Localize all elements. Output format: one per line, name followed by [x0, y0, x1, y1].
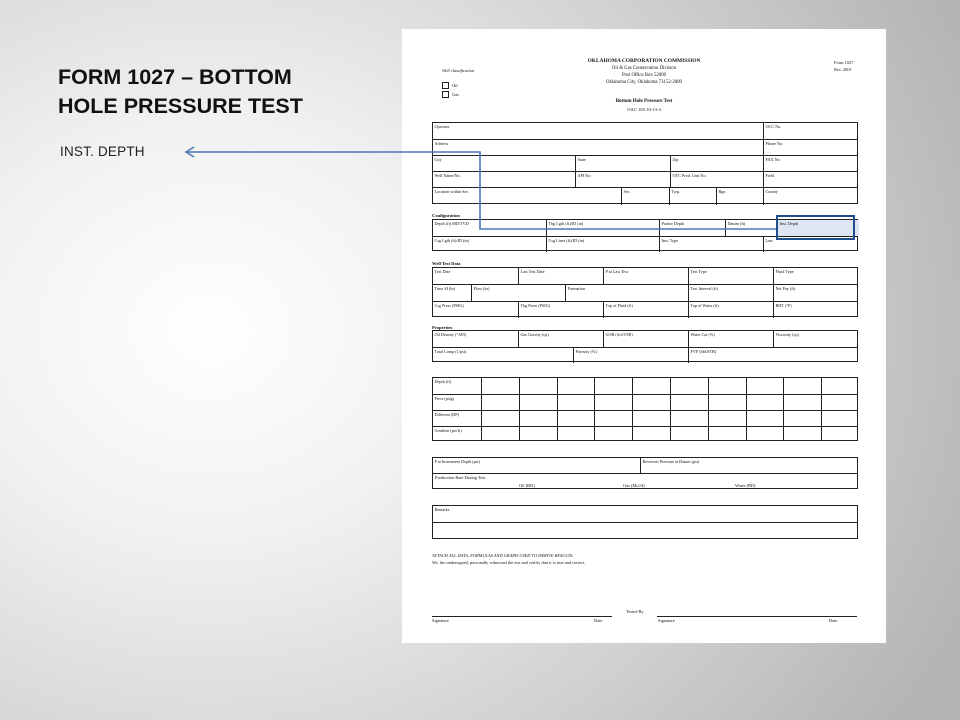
well-test-section-label: Well Test Data — [432, 261, 461, 266]
formation-label: Formation — [567, 286, 585, 291]
form-title: Bottom Hole Pressure Test — [615, 99, 673, 104]
inst-depth-highlight-box — [776, 215, 855, 240]
inst-type-label: Inst. Type — [661, 238, 679, 243]
date-label-right: Date — [829, 618, 838, 623]
fax-label: FAX No. — [765, 157, 781, 162]
remarks-field[interactable] — [433, 506, 859, 522]
gradient-column-divider — [670, 378, 671, 440]
certify-statement: We, the undersigned, personally witnessed the test and certify that it is true and correct. — [432, 560, 586, 565]
gas-checkbox[interactable] — [442, 91, 449, 98]
inst-depth-callout-label: INST. DEPTH — [60, 144, 145, 159]
callout-arrowhead — [186, 147, 194, 157]
csg-liner-label: Csg Liner (ft)/ID (in) — [548, 238, 585, 243]
pressure-production-grid — [432, 457, 858, 489]
water-cut-field[interactable] — [688, 331, 773, 347]
test-type-label: Test Type — [690, 269, 707, 274]
test-date-field[interactable] — [433, 268, 518, 284]
gas-gravity-label: Gas Gravity (cp) — [520, 332, 549, 337]
test-date-label: Test Date — [434, 269, 451, 274]
csg-lgth-field[interactable] — [433, 237, 546, 252]
csg-press-field[interactable] — [433, 302, 518, 318]
field-field[interactable] — [763, 172, 859, 187]
gradient-press-label — [433, 395, 481, 410]
gradient-different-label — [433, 411, 481, 426]
fax-field[interactable] — [763, 156, 859, 171]
field-label: Field — [765, 173, 775, 178]
rge-field[interactable] — [716, 188, 763, 205]
zip-field[interactable] — [670, 156, 763, 171]
slide-title — [58, 63, 358, 121]
operator-label: Operator — [434, 124, 450, 129]
otc-field[interactable] — [670, 172, 763, 187]
thg-press-field[interactable] — [518, 302, 603, 318]
fluid-type-field[interactable] — [773, 268, 859, 284]
p-inst-depth-field[interactable] — [433, 458, 640, 473]
rge-label: Rge. — [718, 189, 727, 194]
test-type-field[interactable] — [688, 268, 773, 284]
slide-title-line1: FORM 1027 – BOTTOM — [58, 65, 292, 89]
depth-md-tvd-label: Depth (ft) MD/TVD — [434, 221, 469, 226]
configuration-section-label: Configuration — [432, 213, 460, 218]
fvf-label: FVF (bbl/STB) — [690, 349, 717, 354]
remarks-grid — [432, 505, 858, 539]
top-water-label: Top of Water (ft) — [690, 303, 719, 308]
depth-md-tvd-field[interactable] — [433, 220, 546, 236]
gradient-gradient-text: Gradient (psi/ft) — [434, 428, 462, 433]
water-bd-label: Water (BD) — [735, 483, 756, 488]
datum-label: Datum (ft) — [727, 221, 746, 226]
flow-field[interactable] — [471, 285, 565, 301]
well-name-label: Well Name/No. — [434, 173, 461, 178]
inst-depth-label: Inst. Depth — [779, 221, 799, 226]
gas-gravity-field[interactable] — [518, 331, 603, 347]
last-test-date-field[interactable] — [518, 268, 603, 284]
p-last-test-field[interactable] — [603, 268, 688, 284]
remarks-label: Remarks — [434, 507, 450, 512]
api-label: API No. — [577, 173, 592, 178]
gradient-column-divider — [481, 378, 482, 440]
twp-label: Twp. — [671, 189, 680, 194]
formation-field[interactable] — [565, 285, 688, 301]
tbg-lgth-label: Tbg Lgth (ft)/ID (in) — [548, 221, 584, 226]
fvf-field[interactable] — [688, 348, 859, 363]
thg-press-label: Thg Press (PSIG) — [520, 303, 551, 308]
sec-label: Sec. — [623, 189, 631, 194]
otc-label: OTC Prod. Unit No. — [672, 173, 707, 178]
form-rev: Rev. 2001 — [834, 67, 852, 72]
state-field[interactable] — [575, 156, 670, 171]
csg-liner-field[interactable] — [546, 237, 659, 252]
well-classification-label: Well classification — [442, 68, 475, 73]
net-pay-field[interactable] — [773, 285, 859, 301]
well-test-grid — [432, 267, 858, 317]
gradient-depth-text: Depth (ft) — [434, 379, 452, 384]
gor-label: GOR (Scf/STB) — [605, 332, 633, 337]
form-commission: OKLAHOMA CORPORATION COMMISSION — [587, 58, 701, 64]
signature-line-right[interactable] — [657, 616, 857, 617]
phone-label: Phone No. — [765, 141, 784, 146]
production-rate-label: Production Rate During Test — [435, 475, 486, 480]
packer-depth-field[interactable] — [659, 220, 725, 236]
api-field[interactable] — [575, 172, 670, 187]
gradient-column-divider — [557, 378, 558, 440]
well-name-field[interactable] — [433, 172, 575, 187]
total-comp-field[interactable] — [433, 348, 573, 363]
form-1027-page — [402, 29, 886, 643]
city-field[interactable] — [433, 156, 575, 171]
oil-density-label: Oil Density (°API) — [434, 332, 467, 337]
occ-no-label: OCC No. — [765, 124, 782, 129]
oil-checkbox[interactable] — [442, 82, 449, 89]
oil-label: Oil — [452, 83, 458, 88]
form-city: Oklahoma City, Oklahoma 73152-2000 — [606, 80, 682, 85]
twp-field[interactable] — [669, 188, 716, 205]
date-label-left: Date — [594, 618, 603, 623]
phone-field[interactable] — [763, 140, 859, 155]
remarks-line-2[interactable] — [433, 522, 857, 540]
city-label: City — [434, 157, 442, 162]
gradient-column-divider — [632, 378, 633, 440]
oil-bd-label: Oil (BD) — [519, 483, 535, 488]
location-field[interactable] — [433, 188, 621, 205]
properties-grid — [432, 330, 858, 362]
state-label: State — [577, 157, 586, 162]
total-comp-label: Total Comp (1/psi) — [434, 349, 467, 354]
bht-field[interactable] — [773, 302, 859, 318]
last-test-date-label: Last Test Date — [520, 269, 545, 274]
tbg-lgth-field[interactable] — [546, 220, 659, 236]
test-interval-field[interactable] — [688, 285, 773, 301]
test-interval-label: Test Interval (ft) — [690, 286, 718, 291]
gas-label: Gas — [452, 92, 459, 97]
county-field[interactable] — [763, 188, 859, 205]
last-label: Last — [765, 238, 773, 243]
inst-type-field[interactable] — [659, 237, 763, 252]
location-label: Location within Sec. — [434, 189, 470, 194]
packer-depth-label: Packer Depth — [661, 221, 685, 226]
production-rate-row[interactable] — [433, 473, 857, 490]
gradient-column-divider — [519, 378, 520, 440]
sec-field[interactable] — [621, 188, 669, 205]
gradient-depth-label — [433, 378, 481, 394]
gradient-grid — [432, 377, 858, 441]
attach-instruction: ATTACH ALL DATA, FORMULAS AND GRAPH USED TO DERIVE RESULTS. — [432, 553, 574, 558]
county-label: County — [765, 189, 778, 194]
top-fluid-field[interactable] — [603, 302, 688, 318]
p-inst-depth-label: P at Instrument Depth (psi) — [434, 459, 480, 464]
flow-label: Flow (hr) — [473, 286, 490, 291]
reservoir-pressure-field[interactable] — [640, 458, 859, 473]
top-water-field[interactable] — [688, 302, 773, 318]
p-last-test-label: P at Last Test — [605, 269, 628, 274]
gas-mcf-label: Gas (Mcf/d) — [623, 483, 645, 488]
gradient-press-text: Press (psig) — [434, 396, 455, 401]
signature-label-left: Signature — [432, 618, 449, 623]
gradient-column-divider — [783, 378, 784, 440]
properties-section-label: Properties — [432, 325, 453, 330]
form-po-box: Post Office Box 52000 — [621, 73, 666, 78]
top-fluid-label: Top of Fluid (ft) — [605, 303, 633, 308]
gradient-column-divider — [708, 378, 709, 440]
net-pay-label: Net Pay (ft) — [775, 286, 796, 291]
gradient-gradient-label — [433, 427, 481, 442]
bht-label: BHT (°F) — [775, 303, 792, 308]
time-si-field[interactable] — [433, 285, 471, 301]
reservoir-pressure-label: Reservoir Pressure at Datum (psi) — [642, 459, 700, 464]
time-si-label: Time SI (hr) — [434, 286, 456, 291]
signature-line-left[interactable] — [432, 616, 612, 617]
porosity-label: Porosity (%) — [575, 349, 597, 354]
zip-label: Zip — [672, 157, 679, 162]
gradient-column-divider — [821, 378, 822, 440]
slide-title-line2: HOLE PRESSURE TEST — [58, 94, 303, 118]
general-info-grid — [432, 122, 858, 204]
viscosity-field[interactable] — [773, 331, 859, 347]
address-field[interactable] — [433, 140, 763, 155]
form-division: Oil & Gas Conservation Division — [611, 66, 677, 71]
signature-label-right: Signature — [658, 618, 675, 623]
porosity-field[interactable] — [573, 348, 688, 363]
csg-press-label: Csg Press (PSIG) — [434, 303, 464, 308]
oil-density-field[interactable] — [433, 331, 518, 347]
water-cut-label: Water Cut (%) — [690, 332, 715, 337]
datum-field[interactable] — [725, 220, 777, 236]
csg-lgth-label: Csg Lgth (ft)/ID (in) — [434, 238, 470, 243]
occ-no-field[interactable] — [763, 123, 859, 139]
tested-by-label: Tested By — [626, 609, 644, 614]
gradient-column-divider — [746, 378, 747, 440]
form-oac: OAC 165:10-13-4 — [627, 107, 661, 112]
fluid-type-label: Fluid Type — [775, 269, 794, 274]
gradient-column-divider — [594, 378, 595, 440]
gor-field[interactable] — [603, 331, 688, 347]
address-label: Address — [434, 141, 449, 146]
gradient-different-text: Different (DP) — [434, 412, 459, 417]
operator-field[interactable] — [433, 123, 763, 139]
form-number: Form 1027 — [834, 60, 854, 65]
viscosity-label: Viscosity (cp) — [775, 332, 799, 337]
